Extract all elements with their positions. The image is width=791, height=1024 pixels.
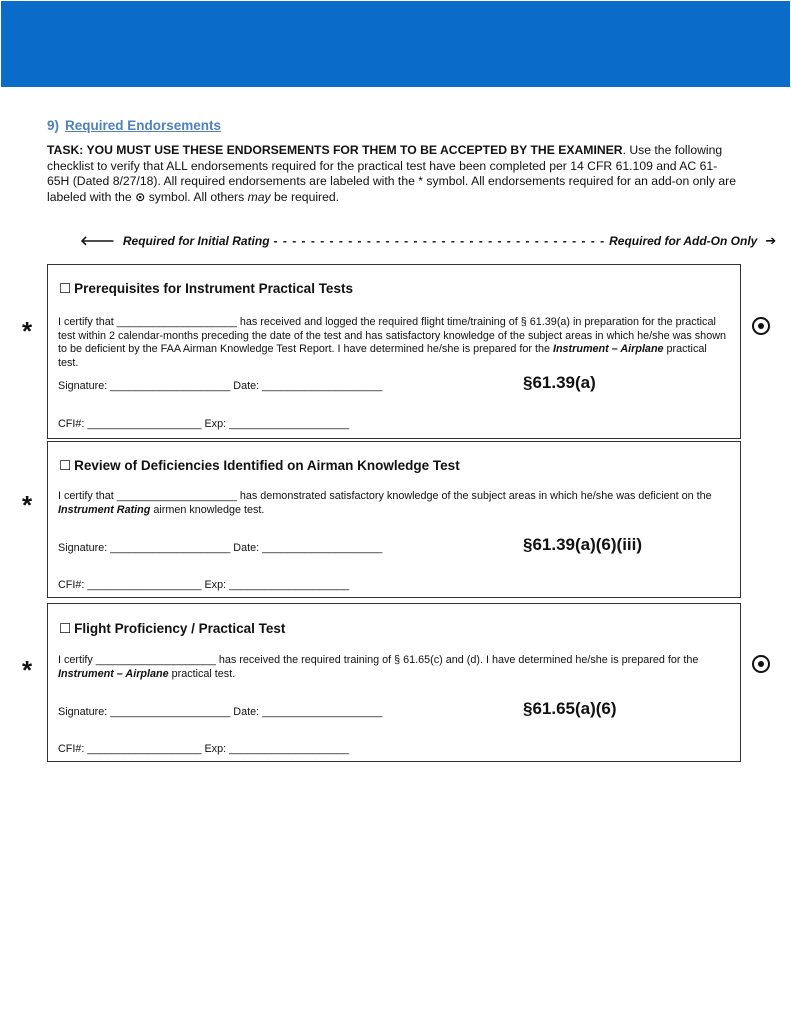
endorsement-box-prerequisites xyxy=(47,264,741,439)
endorsement-text-italic: Instrument – Airplane xyxy=(58,667,169,680)
endorsement-text xyxy=(58,316,730,370)
header-banner xyxy=(1,1,790,87)
endorsement-box-deficiencies xyxy=(47,441,741,598)
endorsement-box-proficiency xyxy=(47,603,741,762)
endorsement-text-a: I certify that ____________________ has received and logged the required flight time/training of § 61.39(a) in preparation for the practical test within 2 calendar-months preceding the date of the test and has satisfactory knowledge of the subject areas in which he/she was shown to be deficient by the FAA Airman Knowledge Test Report. I have determined he/she is prepared for the xyxy=(58,316,726,355)
signature-line[interactable]: Signature: ____________________ Date: ____________________ xyxy=(58,706,383,718)
required-star-icon: * xyxy=(22,316,33,346)
required-star-icon: * xyxy=(22,655,33,685)
checkbox-icon[interactable]: ☐ xyxy=(59,458,72,473)
endorsement-title[interactable] xyxy=(59,458,460,474)
regulation-reference: §61.39(a) xyxy=(523,373,596,392)
endorsement-text-a: I certify that ____________________ has demonstrated satisfactory knowledge of the subject areas in which he/she was deficient on the xyxy=(58,490,712,502)
endorsement-text xyxy=(58,490,730,517)
section-number: 9) xyxy=(47,118,60,133)
section-heading xyxy=(47,118,221,133)
left-arrow-icon: 🡐 xyxy=(80,233,115,248)
intro-may: may xyxy=(247,189,271,204)
right-arrow-icon: ➔ xyxy=(765,233,777,248)
checkbox-icon[interactable]: ☐ xyxy=(59,621,72,636)
endorsement-text-b: practical test. xyxy=(58,343,707,369)
endorsement-title[interactable] xyxy=(59,281,353,297)
endorsement-title-text: Flight Proficiency / Practical Test xyxy=(74,621,286,636)
cfi-line[interactable]: CFI#: ___________________ Exp: ____________________ xyxy=(58,743,350,755)
intro-text-1: . Use the following checklist to verify that ALL endorsements required for the practical test have been completed per 14 CFR 61.109 and AC 61-65H (Dated 8/27/18). All required endorsements are labeled with the * symbol. All endorsements required for an add-on only are labeled with the xyxy=(47,143,736,204)
legend-initial-label: Required for Initial Rating xyxy=(122,234,270,248)
legend-dashes: - - - - - - - - - - - - - - - - - - - - - - - - - - - - - - - - - - - - xyxy=(273,234,606,248)
required-star-icon: * xyxy=(22,490,33,520)
legend-addon-label: Required for Add-On Only xyxy=(609,234,758,248)
addon-target-icon xyxy=(752,317,770,335)
intro-text-2: symbol. All others xyxy=(145,189,248,204)
addon-target-icon xyxy=(752,655,770,673)
endorsement-text-a: I certify ____________________ has received the required training of § 61.65(c) and (d). I have determined he/she is prepared for the xyxy=(58,654,699,666)
endorsement-title-text: Prerequisites for Instrument Practical Tests xyxy=(74,281,353,296)
cfi-line[interactable]: CFI#: ___________________ Exp: ____________________ xyxy=(58,418,350,430)
signature-line[interactable]: Signature: ____________________ Date: ____________________ xyxy=(58,380,383,392)
legend-row xyxy=(72,233,777,249)
cfi-line[interactable]: CFI#: ___________________ Exp: ____________________ xyxy=(58,579,350,591)
endorsement-text-b: airmen knowledge test. xyxy=(150,503,265,516)
endorsement-text xyxy=(58,654,730,681)
intro-paragraph xyxy=(47,143,737,205)
signature-line[interactable]: Signature: ____________________ Date: ____________________ xyxy=(58,542,383,554)
regulation-reference: §61.65(a)(6) xyxy=(523,699,617,718)
regulation-reference: §61.39(a)(6)(iii) xyxy=(523,535,643,554)
endorsement-text-italic: Instrument Rating xyxy=(58,503,151,516)
section-title-link[interactable]: Required Endorsements xyxy=(65,118,222,133)
task-statement: TASK: YOU MUST USE THESE ENDORSEMENTS FOR THEM TO BE ACCEPTED BY THE EXAMINER xyxy=(47,143,623,157)
addon-symbol-inline: ⊙ xyxy=(135,189,146,204)
endorsement-text-italic: Instrument – Airplane xyxy=(552,343,664,355)
endorsement-text-b: practical test. xyxy=(168,667,236,680)
intro-text-3: be required. xyxy=(270,189,340,204)
checkbox-icon[interactable]: ☐ xyxy=(59,281,72,296)
endorsement-title[interactable] xyxy=(59,621,285,637)
endorsement-title-text: Review of Deficiencies Identified on Airman Knowledge Test xyxy=(74,458,460,473)
